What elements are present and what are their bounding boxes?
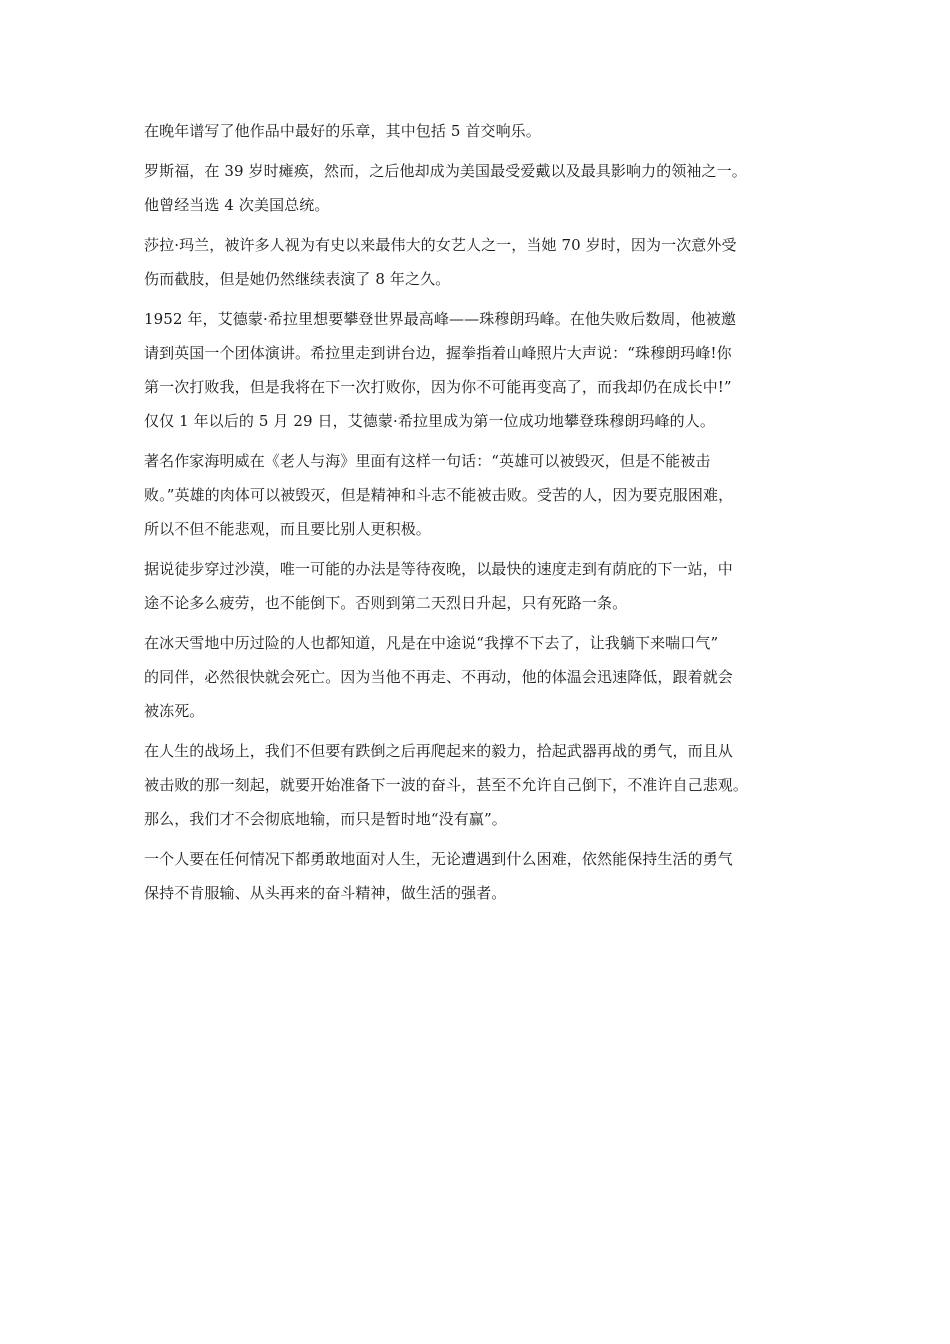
text-line: 在晚年谱写了他作品中最好的乐章，其中包括 5 首交响乐。 bbox=[144, 122, 541, 140]
text-line: 伤而截肢，但是她仍然继续表演了 8 年之久。 bbox=[144, 270, 451, 288]
text-line: 途不论多么疲劳，也不能倒下。否则到第二天烈日升起，只有死路一条。 bbox=[144, 594, 628, 612]
text-line: 据说徒步穿过沙漠，唯一可能的办法是等待夜晚，以最快的速度走到有荫庇的下一站，中 bbox=[144, 560, 733, 578]
text-line: 罗斯福，在 39 岁时瘫痪，然而，之后他却成为美国最受爱戴以及最具影响力的领袖之一。 bbox=[144, 162, 747, 180]
text-line: 所以不但不能悲观，而且要比别人更积极。 bbox=[144, 520, 431, 538]
paragraph-5 bbox=[144, 450, 808, 541]
text-line: 在冰天雪地中历过险的人也都知道，凡是在中途说“我撑不下去了，让我躺下来喘口气” bbox=[144, 634, 719, 652]
text-line: 在人生的战场上，我们不但要有跌倒之后再爬起来的毅力，拾起武器再战的勇气，而且从 bbox=[144, 742, 733, 760]
paragraph-6 bbox=[144, 558, 808, 615]
text-line: 请到英国一个团体演讲。希拉里走到讲台边，握拳指着山峰照片大声说：“珠穆朗玛峰!你 bbox=[144, 344, 732, 362]
paragraph-7 bbox=[144, 632, 808, 723]
text-line: 保持不肯服输、从头再来的奋斗精神，做生活的强者。 bbox=[144, 884, 507, 902]
text-line: 被冻死。 bbox=[144, 702, 205, 720]
text-line: 一个人要在任何情况下都勇敢地面对人生，无论遭遇到什么困难，依然能保持生活的勇气 bbox=[144, 850, 733, 868]
text-line: 仅仅 1 年以后的 5 月 29 日，艾德蒙·希拉里成为第一位成功地攀登珠穆朗玛峰的人。 bbox=[144, 412, 715, 430]
paragraph-8 bbox=[144, 740, 808, 831]
text-line: 1952 年，艾德蒙·希拉里想要攀登世界最高峰——珠穆朗玛峰。在他失败后数周，他被邀 bbox=[144, 310, 736, 328]
text-line: 著名作家海明威在《老人与海》里面有这样一句话：“英雄可以被毁灭，但是不能被击 bbox=[144, 452, 711, 470]
text-line: 第一次打败我，但是我将在下一次打败你，因为你不可能再变高了，而我却仍在成长中!” bbox=[144, 378, 732, 396]
paragraph-2 bbox=[144, 160, 808, 217]
paragraph-1 bbox=[144, 120, 808, 143]
paragraph-4 bbox=[144, 308, 808, 433]
text-line: 被击败的那一刻起，就要开始准备下一波的奋斗，甚至不允许自己倒下，不准许自己悲观。 bbox=[144, 776, 749, 794]
text-line: 那么，我们才不会彻底地输，而只是暂时地“没有赢”。 bbox=[144, 810, 507, 828]
paragraph-3 bbox=[144, 234, 808, 291]
text-line: 败。”英雄的肉体可以被毁灭，但是精神和斗志不能被击败。受苦的人，因为要克服困难， bbox=[144, 486, 734, 504]
paragraph-9 bbox=[144, 848, 808, 905]
text-line: 的同伴，必然很快就会死亡。因为当他不再走、不再动，他的体温会迅速降低，跟着就会 bbox=[144, 668, 733, 686]
document-body bbox=[144, 120, 808, 916]
text-line: 他曾经当选 4 次美国总统。 bbox=[144, 196, 330, 214]
text-line: 莎拉·玛兰，被许多人视为有史以来最伟大的女艺人之一，当她 70 岁时，因为一次意外受 bbox=[144, 236, 737, 254]
